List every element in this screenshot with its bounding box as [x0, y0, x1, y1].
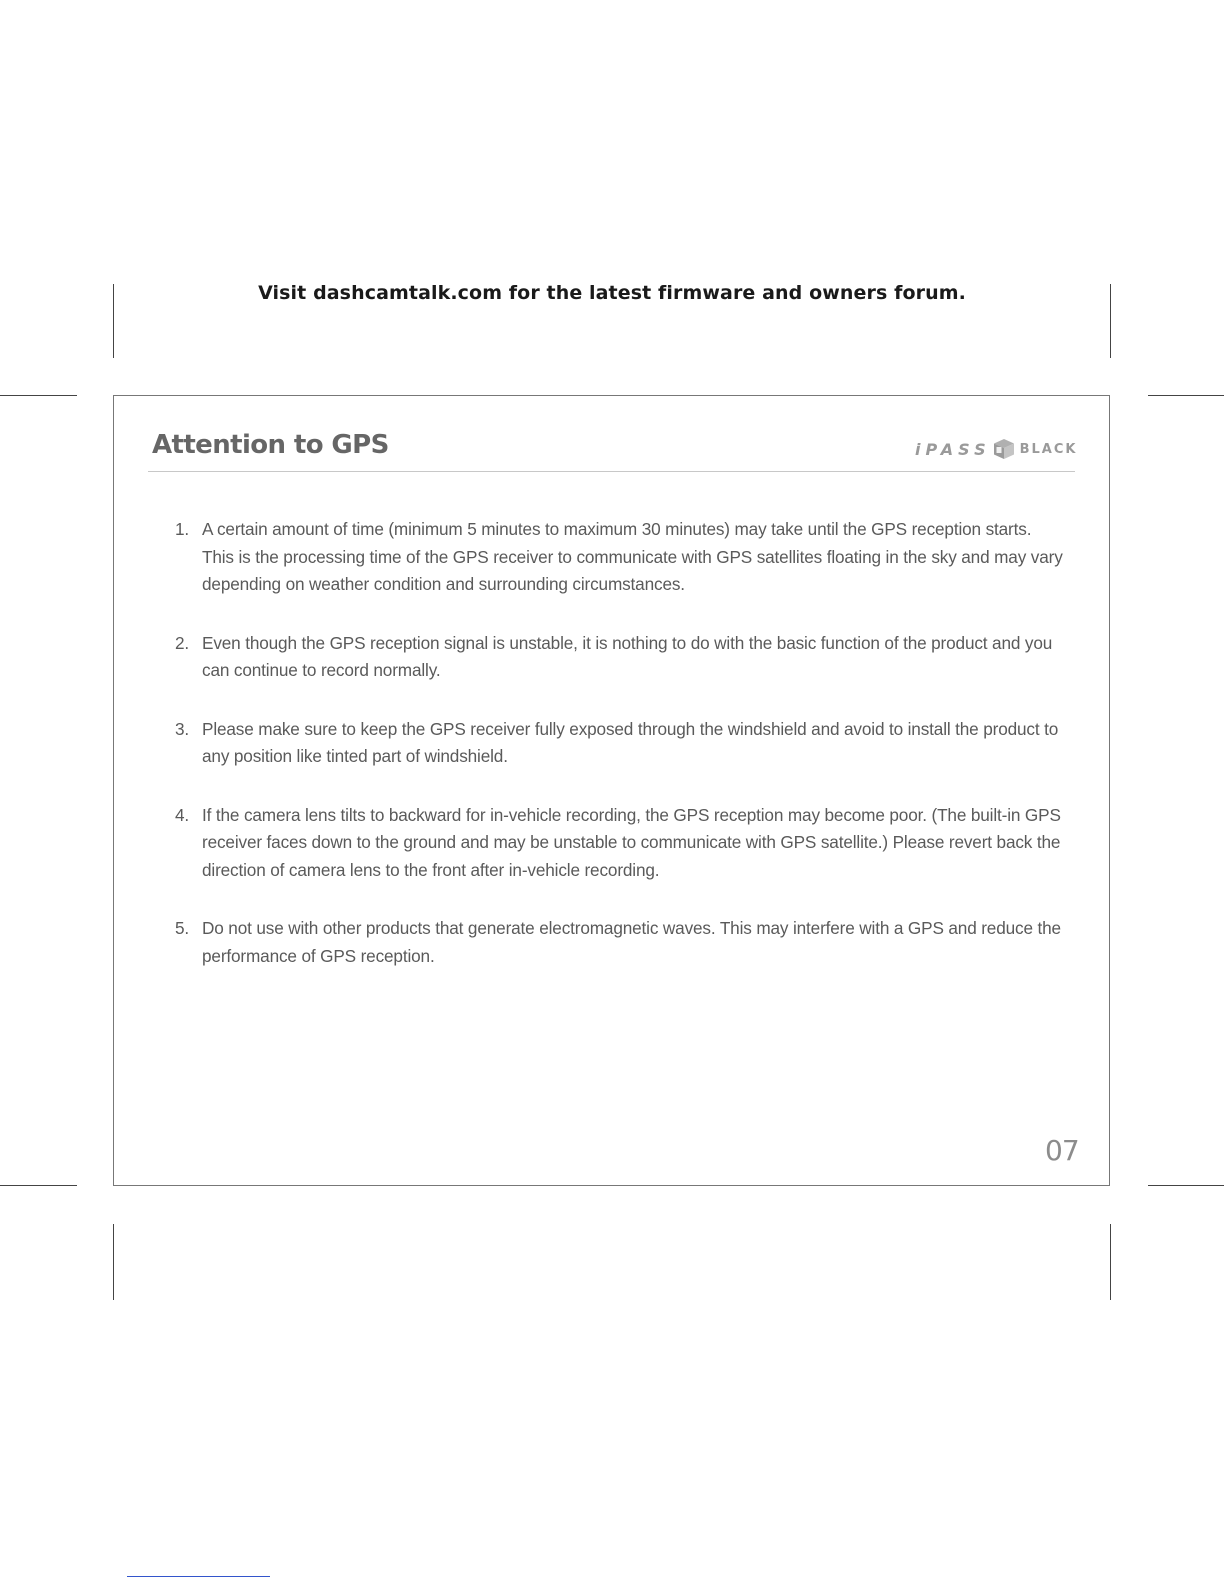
firmware-notice: Visit dashcamtalk.com for the latest firmware and owners forum. — [258, 282, 966, 304]
brand-ipass: iPASS — [915, 439, 991, 459]
brand-logo — [915, 436, 1077, 462]
item-text: A certain amount of time (minimum 5 minutes to maximum 30 minutes) may take until the GPS reception starts. This is the processing time of the GPS receiver to communicate with GPS satellites floating in the sky and may vary depending on weather condition and surrounding circumstances. — [202, 519, 1063, 594]
item-text: Even though the GPS reception signal is unstable, it is nothing to do with the basic function of the product and you can continue to record normally. — [202, 632, 1053, 680]
item-number: 1. — [175, 519, 190, 539]
crop-mark-bottom-right — [1110, 1224, 1111, 1300]
list-item — [175, 915, 1065, 970]
box-icon — [992, 437, 1016, 461]
list-item — [175, 716, 1065, 771]
list-item — [175, 630, 1065, 685]
crop-mark-left-upper — [0, 395, 77, 396]
list-item — [175, 516, 1065, 599]
page-number: 07 — [1045, 1134, 1079, 1167]
title-divider — [148, 471, 1075, 472]
crop-mark-right-upper — [1148, 395, 1224, 396]
item-number: 5. — [175, 918, 190, 938]
bottom-underline — [127, 1576, 270, 1577]
crop-mark-right-lower — [1148, 1185, 1224, 1186]
item-number: 2. — [175, 632, 190, 653]
item-text: If the camera lens tilts to backward for in-vehicle recording, the GPS reception may become poor. (The built-in GPS receiver faces down to the ground and may be unstable to communicate with GPS satellite.) Please revert back the direction of camera lens to the front after in-vehicle recording. — [202, 804, 1061, 880]
item-text: Please make sure to keep the GPS receiver fully exposed through the windshield and avoid to install the product to any position like tinted part of windshield. — [202, 718, 1059, 766]
crop-mark-left-lower — [0, 1185, 77, 1186]
crop-mark-bottom-left — [113, 1224, 114, 1300]
item-number: 4. — [175, 804, 190, 825]
gps-notes-list — [175, 516, 1065, 1001]
list-item — [175, 802, 1065, 885]
item-text: Do not use with other products that generate electromagnetic waves. This may interfere with a GPS and reduce the performance of GPS reception. — [202, 918, 1061, 966]
page-title: Attention to GPS — [152, 430, 389, 460]
brand-black: BLACK — [1019, 441, 1078, 457]
item-number: 3. — [175, 718, 190, 739]
